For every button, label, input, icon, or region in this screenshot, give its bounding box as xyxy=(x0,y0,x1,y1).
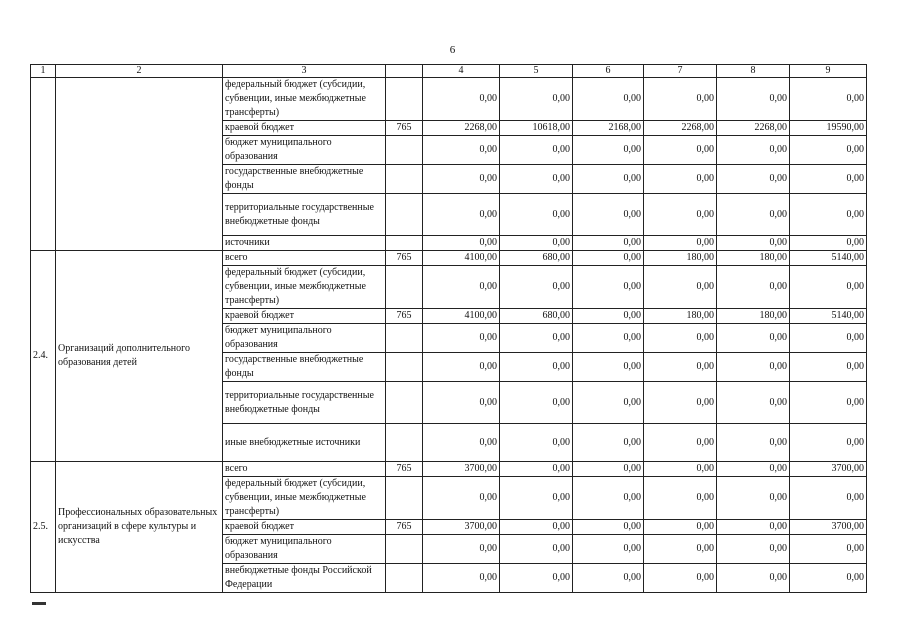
amount-cell: 0,00 xyxy=(790,236,867,251)
column-number: 3 xyxy=(223,65,386,78)
amount-cell: 0,00 xyxy=(573,136,644,165)
amount-cell: 0,00 xyxy=(644,382,717,424)
amount-cell: 0,00 xyxy=(573,251,644,266)
program-name: Профессиональных образовательных организаций в сфере культуры и искусства xyxy=(56,462,223,593)
amount-cell: 5140,00 xyxy=(790,309,867,324)
amount-cell: 0,00 xyxy=(717,462,790,477)
budget-code xyxy=(386,477,423,520)
amount-cell: 0,00 xyxy=(717,564,790,593)
funding-source: бюджет муниципального образования xyxy=(223,535,386,564)
amount-cell: 0,00 xyxy=(573,266,644,309)
amount-cell: 0,00 xyxy=(644,535,717,564)
amount-cell: 0,00 xyxy=(573,462,644,477)
budget-code xyxy=(386,324,423,353)
row-id: 2.4. xyxy=(31,251,56,462)
amount-cell: 0,00 xyxy=(644,78,717,121)
amount-cell: 0,00 xyxy=(790,382,867,424)
budget-code xyxy=(386,236,423,251)
funding-source: бюджет муниципального образования xyxy=(223,324,386,353)
amount-cell: 0,00 xyxy=(500,382,573,424)
amount-cell: 3700,00 xyxy=(790,520,867,535)
amount-cell: 0,00 xyxy=(573,353,644,382)
row-id: 2.5. xyxy=(31,462,56,593)
scan-mark xyxy=(32,602,46,605)
amount-cell: 0,00 xyxy=(573,535,644,564)
budget-code: 765 xyxy=(386,309,423,324)
amount-cell: 0,00 xyxy=(717,194,790,236)
amount-cell: 3700,00 xyxy=(790,462,867,477)
funding-source: краевой бюджет xyxy=(223,520,386,535)
amount-cell: 0,00 xyxy=(717,324,790,353)
amount-cell: 2268,00 xyxy=(423,121,500,136)
amount-cell: 0,00 xyxy=(500,266,573,309)
amount-cell: 0,00 xyxy=(717,236,790,251)
amount-cell: 0,00 xyxy=(790,324,867,353)
amount-cell: 180,00 xyxy=(644,251,717,266)
amount-cell: 0,00 xyxy=(644,564,717,593)
amount-cell: 0,00 xyxy=(423,324,500,353)
amount-cell: 0,00 xyxy=(423,382,500,424)
amount-cell: 180,00 xyxy=(717,309,790,324)
budget-code xyxy=(386,424,423,462)
amount-cell: 0,00 xyxy=(500,477,573,520)
amount-cell: 0,00 xyxy=(423,353,500,382)
amount-cell: 0,00 xyxy=(717,136,790,165)
amount-cell: 19590,00 xyxy=(790,121,867,136)
funding-source: федеральный бюджет (субсидии, субвенции, иные межбюджетные трансферты) xyxy=(223,78,386,121)
amount-cell: 0,00 xyxy=(500,535,573,564)
amount-cell: 180,00 xyxy=(717,251,790,266)
program-name xyxy=(56,78,223,251)
budget-code xyxy=(386,266,423,309)
amount-cell: 0,00 xyxy=(573,236,644,251)
budget-table xyxy=(30,64,867,593)
funding-source: краевой бюджет xyxy=(223,309,386,324)
page-number: 6 xyxy=(449,44,456,56)
amount-cell: 0,00 xyxy=(644,462,717,477)
amount-cell: 0,00 xyxy=(573,424,644,462)
funding-source: территориальные государственные внебюджетные фонды xyxy=(223,194,386,236)
amount-cell: 0,00 xyxy=(423,564,500,593)
amount-cell: 3700,00 xyxy=(423,462,500,477)
amount-cell: 0,00 xyxy=(790,424,867,462)
funding-source: всего xyxy=(223,251,386,266)
amount-cell: 0,00 xyxy=(644,136,717,165)
amount-cell: 0,00 xyxy=(644,194,717,236)
amount-cell: 0,00 xyxy=(423,266,500,309)
budget-code: 765 xyxy=(386,121,423,136)
column-number: 7 xyxy=(644,65,717,78)
amount-cell: 0,00 xyxy=(500,462,573,477)
budget-code xyxy=(386,353,423,382)
amount-cell: 0,00 xyxy=(790,266,867,309)
amount-cell: 0,00 xyxy=(573,78,644,121)
amount-cell: 0,00 xyxy=(500,194,573,236)
budget-code xyxy=(386,165,423,194)
budget-code xyxy=(386,564,423,593)
column-number: 6 xyxy=(573,65,644,78)
amount-cell: 4100,00 xyxy=(423,251,500,266)
amount-cell: 680,00 xyxy=(500,251,573,266)
amount-cell: 10618,00 xyxy=(500,121,573,136)
amount-cell: 0,00 xyxy=(423,136,500,165)
amount-cell: 0,00 xyxy=(573,382,644,424)
budget-code xyxy=(386,78,423,121)
column-number: 4 xyxy=(423,65,500,78)
funding-source: бюджет муниципального образования xyxy=(223,136,386,165)
table-row xyxy=(31,78,867,121)
amount-cell: 0,00 xyxy=(644,266,717,309)
amount-cell: 0,00 xyxy=(717,477,790,520)
amount-cell: 0,00 xyxy=(644,353,717,382)
amount-cell: 0,00 xyxy=(790,353,867,382)
amount-cell: 680,00 xyxy=(500,309,573,324)
amount-cell: 0,00 xyxy=(644,236,717,251)
amount-cell: 0,00 xyxy=(573,520,644,535)
budget-code xyxy=(386,194,423,236)
amount-cell: 0,00 xyxy=(573,324,644,353)
amount-cell: 0,00 xyxy=(500,236,573,251)
amount-cell: 0,00 xyxy=(573,165,644,194)
funding-source: краевой бюджет xyxy=(223,121,386,136)
amount-cell: 0,00 xyxy=(717,382,790,424)
amount-cell: 0,00 xyxy=(500,78,573,121)
amount-cell: 0,00 xyxy=(790,78,867,121)
budget-code: 765 xyxy=(386,520,423,535)
amount-cell: 0,00 xyxy=(644,324,717,353)
amount-cell: 0,00 xyxy=(423,194,500,236)
budget-code: 765 xyxy=(386,462,423,477)
amount-cell: 0,00 xyxy=(500,324,573,353)
amount-cell: 0,00 xyxy=(500,165,573,194)
amount-cell: 0,00 xyxy=(717,520,790,535)
amount-cell: 0,00 xyxy=(790,136,867,165)
amount-cell: 0,00 xyxy=(573,194,644,236)
amount-cell: 0,00 xyxy=(423,236,500,251)
amount-cell: 0,00 xyxy=(423,424,500,462)
amount-cell: 0,00 xyxy=(423,535,500,564)
funding-source: всего xyxy=(223,462,386,477)
amount-cell: 0,00 xyxy=(717,424,790,462)
amount-cell: 0,00 xyxy=(573,477,644,520)
funding-source: иные внебюджетные источники xyxy=(223,424,386,462)
amount-cell: 0,00 xyxy=(644,520,717,535)
amount-cell: 3700,00 xyxy=(423,520,500,535)
amount-cell: 0,00 xyxy=(644,477,717,520)
budget-code xyxy=(386,535,423,564)
column-number: 5 xyxy=(500,65,573,78)
funding-source: федеральный бюджет (субсидии, субвенции, иные межбюджетные трансферты) xyxy=(223,477,386,520)
amount-cell: 0,00 xyxy=(790,165,867,194)
amount-cell: 0,00 xyxy=(500,136,573,165)
table-row xyxy=(31,251,867,266)
funding-source: внебюджетные фонды Российской Федерации xyxy=(223,564,386,593)
amount-cell: 5140,00 xyxy=(790,251,867,266)
funding-source: территориальные государственные внебюджетные фонды xyxy=(223,382,386,424)
amount-cell: 0,00 xyxy=(423,477,500,520)
amount-cell: 2268,00 xyxy=(717,121,790,136)
budget-code xyxy=(386,382,423,424)
row-id xyxy=(31,78,56,251)
amount-cell: 0,00 xyxy=(644,165,717,194)
column-number: 8 xyxy=(717,65,790,78)
amount-cell: 0,00 xyxy=(790,535,867,564)
amount-cell: 0,00 xyxy=(717,78,790,121)
column-number xyxy=(386,65,423,78)
amount-cell: 0,00 xyxy=(500,520,573,535)
amount-cell: 0,00 xyxy=(790,564,867,593)
amount-cell: 2268,00 xyxy=(644,121,717,136)
amount-cell: 0,00 xyxy=(717,266,790,309)
budget-code: 765 xyxy=(386,251,423,266)
column-number: 1 xyxy=(31,65,56,78)
amount-cell: 0,00 xyxy=(500,353,573,382)
program-name: Организаций дополнительного образования детей xyxy=(56,251,223,462)
column-number: 2 xyxy=(56,65,223,78)
amount-cell: 0,00 xyxy=(500,564,573,593)
amount-cell: 0,00 xyxy=(717,535,790,564)
amount-cell: 0,00 xyxy=(717,165,790,194)
amount-cell: 0,00 xyxy=(790,477,867,520)
amount-cell: 0,00 xyxy=(717,353,790,382)
amount-cell: 0,00 xyxy=(423,78,500,121)
amount-cell: 2168,00 xyxy=(573,121,644,136)
amount-cell: 180,00 xyxy=(644,309,717,324)
amount-cell: 4100,00 xyxy=(423,309,500,324)
table-row xyxy=(31,462,867,477)
funding-source: государственные внебюджетные фонды xyxy=(223,165,386,194)
funding-source: федеральный бюджет (субсидии, субвенции, иные межбюджетные трансферты) xyxy=(223,266,386,309)
funding-source: источники xyxy=(223,236,386,251)
amount-cell: 0,00 xyxy=(790,194,867,236)
amount-cell: 0,00 xyxy=(423,165,500,194)
column-number-row xyxy=(31,65,867,78)
column-number: 9 xyxy=(790,65,867,78)
budget-code xyxy=(386,136,423,165)
amount-cell: 0,00 xyxy=(573,309,644,324)
amount-cell: 0,00 xyxy=(644,424,717,462)
funding-source: государственные внебюджетные фонды xyxy=(223,353,386,382)
amount-cell: 0,00 xyxy=(500,424,573,462)
amount-cell: 0,00 xyxy=(573,564,644,593)
